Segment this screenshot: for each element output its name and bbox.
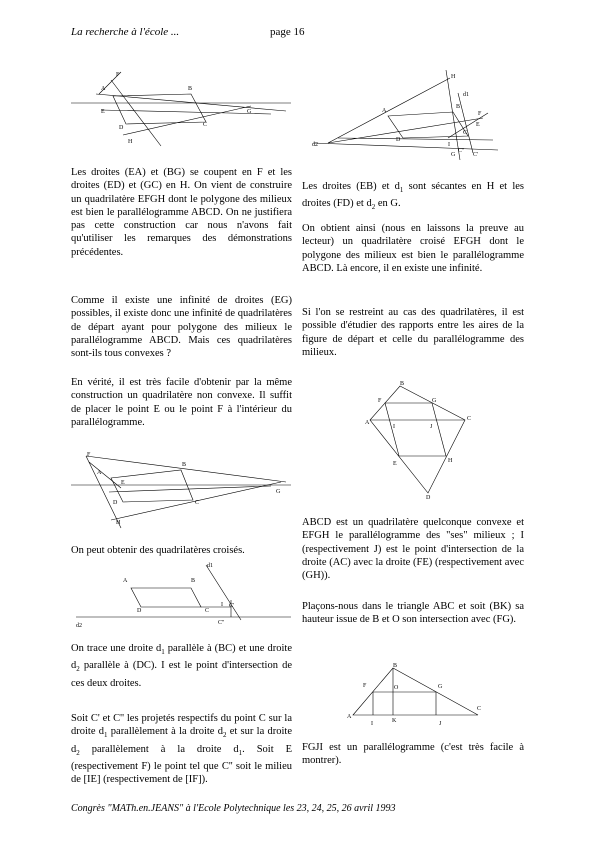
label-G: G — [451, 152, 456, 158]
label-B: B — [182, 462, 187, 468]
label-B: B — [191, 578, 196, 584]
label-D: D — [113, 500, 118, 506]
label-A: A — [97, 470, 102, 476]
label-d2: d2 — [312, 142, 318, 148]
paragraph: Les droites (EB) et $d_1$ sont sécantes en H et les droites (FD) et $d_2$ en G. — [302, 181, 524, 212]
label-C1: C' — [229, 603, 235, 609]
label-C: C — [195, 500, 200, 506]
label-H: H — [451, 74, 456, 80]
figure-quadrilateral-construction — [71, 70, 296, 148]
label-A: A — [123, 578, 128, 584]
label-F: F — [116, 72, 120, 78]
label-d1: d1 — [463, 92, 469, 98]
label-O: O — [394, 685, 399, 691]
label-F: F — [87, 452, 91, 458]
label-G: G — [247, 109, 252, 115]
label-D: D — [396, 137, 401, 143]
label-C: C — [463, 130, 468, 136]
label-C1: C' — [473, 152, 479, 158]
label-B: B — [400, 381, 405, 387]
label-G: G — [432, 398, 437, 404]
page-number: page 16 — [270, 26, 305, 38]
label-F: F — [378, 398, 382, 404]
label-E: E — [393, 461, 397, 467]
label-H: H — [128, 139, 133, 145]
label-E: E — [101, 109, 105, 115]
label-A: A — [347, 714, 352, 720]
figure-midpoint-parallelogram — [360, 378, 480, 500]
figure-parallel-lines — [71, 560, 296, 632]
label-C2: C'' — [458, 148, 465, 154]
label-H: H — [116, 520, 121, 526]
paragraph: Si l'on se restreint au cas des quadrilatères, il est possible d'étudier des rapports entre les aires de la figure de départ et celle du parallélogramme des milieux. — [302, 307, 524, 358]
paragraph: FGJI est un parallélogramme (c'est très facile à montrer). — [302, 742, 524, 767]
label-K: K — [392, 718, 397, 724]
paragraph: On obtient ainsi (nous en laissons la preuve au lecteur) un quadrilatère croisé EFGH dont le polygone des milieux est bien le parallélogramme ABCD. Là encore, il en existe une infinité. — [302, 223, 524, 274]
label-C: C — [203, 122, 208, 128]
label-D: D — [426, 495, 431, 500]
paragraph: On peut obtenir des quadrilatères croisés. — [71, 545, 245, 556]
label-F: F — [363, 683, 367, 689]
label-B: B — [456, 104, 461, 110]
label-A: A — [365, 420, 370, 426]
paragraph: En vérité, il est très facile d'obtenir par la même construction un quadrilatère non convexe. Il suffit de placer le point E ou le point F à l'intérieur du parallélogramme. — [71, 377, 292, 428]
paragraph: Soit C' et C'' les projetés respectifs du point C sur la droite $d_1$ parallèlement à la droite $d_2$ et sur la droite $d_2$ parallèlement à la droite $d_1$. Soit E (respectivement F) le point tel que C'' soit le milieu de [IE] (respectivement de [IF]). — [71, 713, 292, 786]
label-C: C — [205, 608, 210, 614]
figure-crossed-quadrilateral — [308, 68, 518, 163]
paragraph: Plaçons-nous dans le triangle ABC et soit (BK) sa hauteur issue de B et O son intersection avec (FG). — [302, 601, 524, 626]
label-J: J — [439, 721, 442, 727]
label-G: G — [438, 684, 443, 690]
label-E: E — [476, 122, 480, 128]
label-I: I — [221, 602, 223, 608]
paragraph: Les droites (EA) et (BG) se coupent en F et les droites (ED) et (GC) en H. On vient de construire un quadrilatère EFGH dont le polygone des milieux est bien le parallélogramme ABCD. On ne justifiera pas cette construction car nous n'avons fait qu'utiliser les remarques des démonstrations précédentes. — [71, 167, 292, 258]
label-I: I — [393, 424, 395, 430]
label-A: A — [382, 108, 387, 114]
label-C2: C'' — [218, 620, 225, 626]
label-J: J — [430, 424, 433, 430]
label-D: D — [119, 125, 124, 131]
label-B: B — [188, 86, 193, 92]
label-E: E — [121, 480, 125, 486]
label-F: F — [478, 111, 482, 117]
figure-triangle-height — [343, 660, 493, 728]
label-I: I — [371, 721, 373, 727]
running-title: La recherche à l'école ... — [71, 26, 180, 38]
paragraph: Comme il existe une infinité de droites (EG) possibles, il existe donc une infinité de quadrilatères de départ ayant pour polygone des milieux le parallélogramme ABCD. Mais ces quadrilatères sont-ils tous convexes ? — [71, 295, 292, 360]
label-G: G — [276, 489, 281, 495]
paragraph: On trace une droite $d_1$ parallèle à (BC) et une droite $d_2$ parallèle à (DC). I est le point d'intersection de ces deux droites. — [71, 643, 292, 689]
label-d1: d1 — [207, 563, 213, 569]
label-C: C — [467, 416, 472, 422]
figure-nonconvex-quadrilateral — [71, 448, 296, 530]
label-H: H — [448, 458, 453, 464]
label-C: C — [477, 706, 482, 712]
label-B: B — [393, 663, 398, 669]
footer: Congrès "MATh.en.JEANS" à l'Ecole Polytechnique les 23, 24, 25, 26 avril 1993 — [71, 803, 396, 814]
label-D: D — [137, 608, 142, 614]
label-d2: d2 — [76, 623, 82, 629]
label-I: I — [448, 142, 450, 148]
label-A: A — [101, 86, 106, 92]
paragraph: ABCD est un quadrilatère quelconque convexe et EFGH le parallélogramme des "ses" milieux ; I (respectivement J) est le point d'intersection de la droite (AC) avec la droite (FE) (respectivement avec (GH)). — [302, 517, 524, 582]
